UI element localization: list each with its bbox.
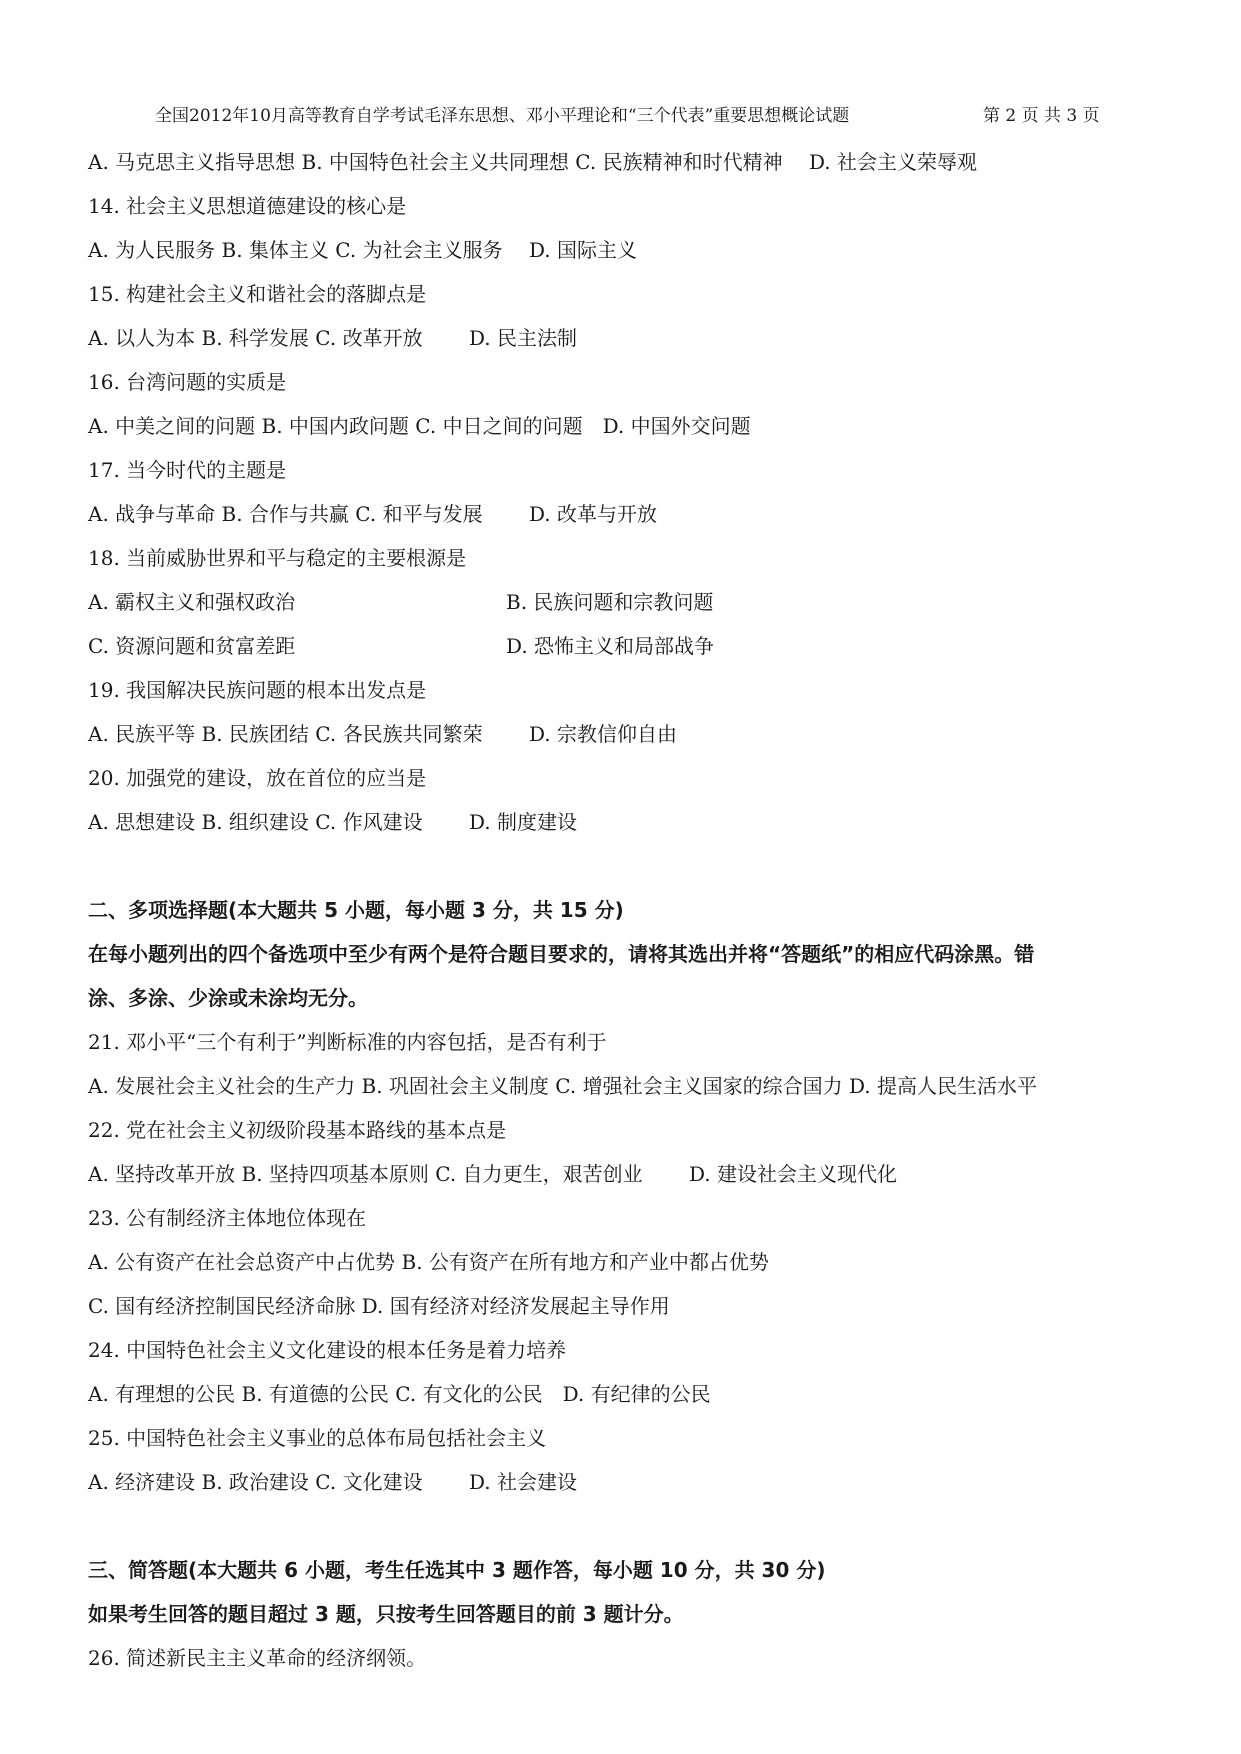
section-3-instructions: 如果考生回答的题目超过 3 题，只按考生回答题目的前 3 题计分。 [88,1602,684,1626]
section-2-heading: 二、多项选择题(本大题共 5 小题，每小题 3 分，共 15 分) [88,898,624,922]
question-17: 17. 当今时代的主题是 [88,458,287,482]
page-header [155,104,1100,128]
q24-options: A. 有理想的公民 B. 有道德的公民 C. 有文化的公民 D. 有纪律的公民 [88,1382,711,1406]
section-2-instructions-2: 涂、多涂、少涂或未涂均无分。 [88,986,368,1010]
q23-options-1: A. 公有资产在社会总资产中占优势 B. 公有资产在所有地方和产业中都占优势 [88,1250,769,1274]
q20-options: A. 思想建设 B. 组织建设 C. 作风建设 D. 制度建设 [88,810,577,834]
q16-options: A. 中美之间的问题 B. 中国内政问题 C. 中日之间的问题 D. 中国外交问题 [88,414,751,438]
q19-options: A. 民族平等 B. 民族团结 C. 各民族共同繁荣 D. 宗教信仰自由 [88,722,677,746]
q21-options: A. 发展社会主义社会的生产力 B. 巩固社会主义制度 C. 增强社会主义国家的综合国力 D. 提高人民生活水平 [88,1074,1037,1098]
q15-options: A. 以人为本 B. 科学发展 C. 改革开放 D. 民主法制 [88,326,577,350]
section-spacer [88,844,1168,888]
q13-options: A. 马克思主义指导思想 B. 中国特色社会主义共同理想 C. 民族精神和时代精神 D. 社会主义荣辱观 [88,150,977,174]
question-26: 26. 简述新民主主义革命的经济纲领。 [88,1646,427,1670]
q17-options: A. 战争与革命 B. 合作与共赢 C. 和平与发展 D. 改革与开放 [88,502,657,526]
section-spacer [88,1504,1168,1548]
q18-option-a: A. 霸权主义和强权政治 [88,590,296,614]
question-15: 15. 构建社会主义和谐社会的落脚点是 [88,282,427,306]
q18-option-d: D. 恐怖主义和局部战争 [506,634,715,658]
q22-options: A. 坚持改革开放 B. 坚持四项基本原则 C. 自力更生，艰苦创业 D. 建设社会主义现代化 [88,1162,897,1186]
q25-options: A. 经济建设 B. 政治建设 C. 文化建设 D. 社会建设 [88,1470,577,1494]
q18-option-b: B. 民族问题和宗教问题 [506,590,714,614]
question-18: 18. 当前威胁世界和平与稳定的主要根源是 [88,546,467,570]
question-19: 19. 我国解决民族问题的根本出发点是 [88,678,427,702]
section-2-instructions-1: 在每小题列出的四个备选项中至少有两个是符合题目要求的，请将其选出并将“答题纸”的相应代码涂黑。错 [88,942,1035,966]
question-21: 21. 邓小平“三个有利于”判断标准的内容包括，是否有利于 [88,1030,607,1054]
question-24: 24. 中国特色社会主义文化建设的根本任务是着力培养 [88,1338,567,1362]
exam-title: 全国2012年10月高等教育自学考试毛泽东思想、邓小平理论和“三个代表”重要思想概论试题 [155,106,850,126]
question-22: 22. 党在社会主义初级阶段基本路线的基本点是 [88,1118,507,1142]
q18-options-row2 [88,624,1168,668]
section-3-heading: 三、简答题(本大题共 6 小题，考生任选其中 3 题作答，每小题 10 分，共 30 分) [88,1558,826,1582]
q14-options: A. 为人民服务 B. 集体主义 C. 为社会主义服务 D. 国际主义 [88,238,637,262]
question-20: 20. 加强党的建设，放在首位的应当是 [88,766,427,790]
question-14: 14. 社会主义思想道德建设的核心是 [88,194,407,218]
question-23: 23. 公有制经济主体地位体现在 [88,1206,367,1230]
exam-content [88,140,1168,1680]
q23-options-2: C. 国有经济控制国民经济命脉 D. 国有经济对经济发展起主导作用 [88,1294,670,1318]
q18-option-c: C. 资源问题和贫富差距 [88,634,296,658]
page-number: 第 2 页 共 3 页 [983,106,1100,126]
q18-options-row1 [88,580,1168,624]
question-16: 16. 台湾问题的实质是 [88,370,287,394]
question-25: 25. 中国特色社会主义事业的总体布局包括社会主义 [88,1426,547,1450]
